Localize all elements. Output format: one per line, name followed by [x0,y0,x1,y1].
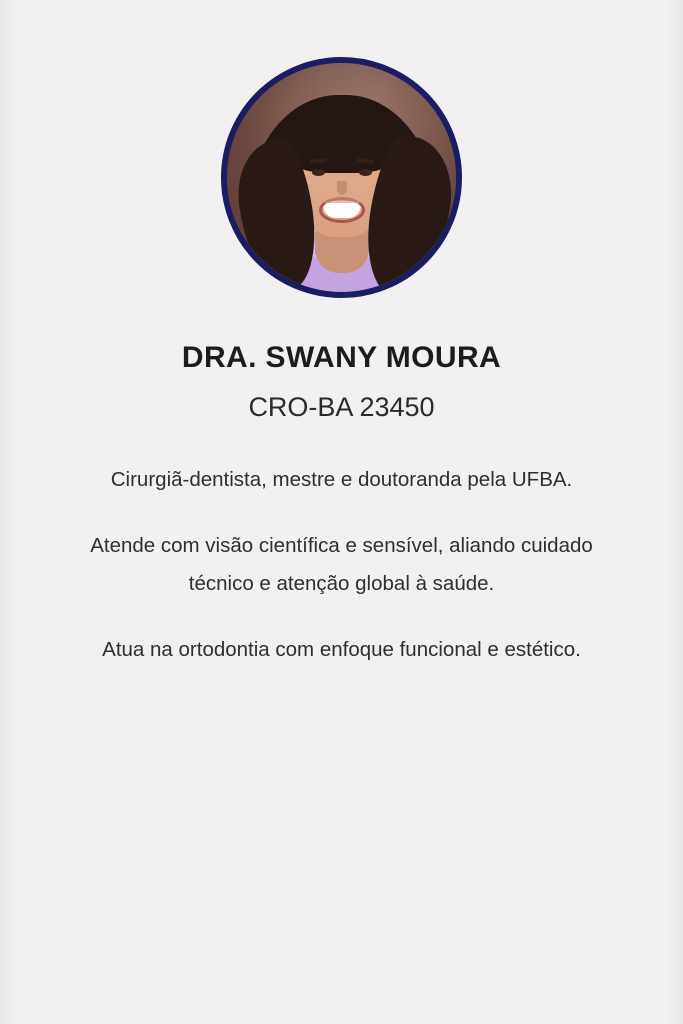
bio-paragraph: Atua na ortodontia com enfoque funcional e estético. [102,638,581,662]
page-edge-right-shadow [667,0,683,1024]
lips-shape [319,197,365,223]
eye-left [312,169,325,176]
bio-text [82,461,602,669]
nose-shape [337,181,347,195]
avatar [221,57,462,298]
eye-right [359,169,372,176]
bio-paragraph: Atende com visão científica e sensível, aliando cuidado técnico e atenção global à saúde. [90,534,593,596]
registration-number: CRO-BA 23450 [248,392,435,422]
page-title: DRA. SWANY MOURA [181,341,502,374]
portrait-photo [227,63,456,292]
page-edge-left-shadow [0,0,16,1024]
bio-paragraph: Cirurgiã-dentista, mestre e doutoranda pela UFBA. [110,468,573,492]
